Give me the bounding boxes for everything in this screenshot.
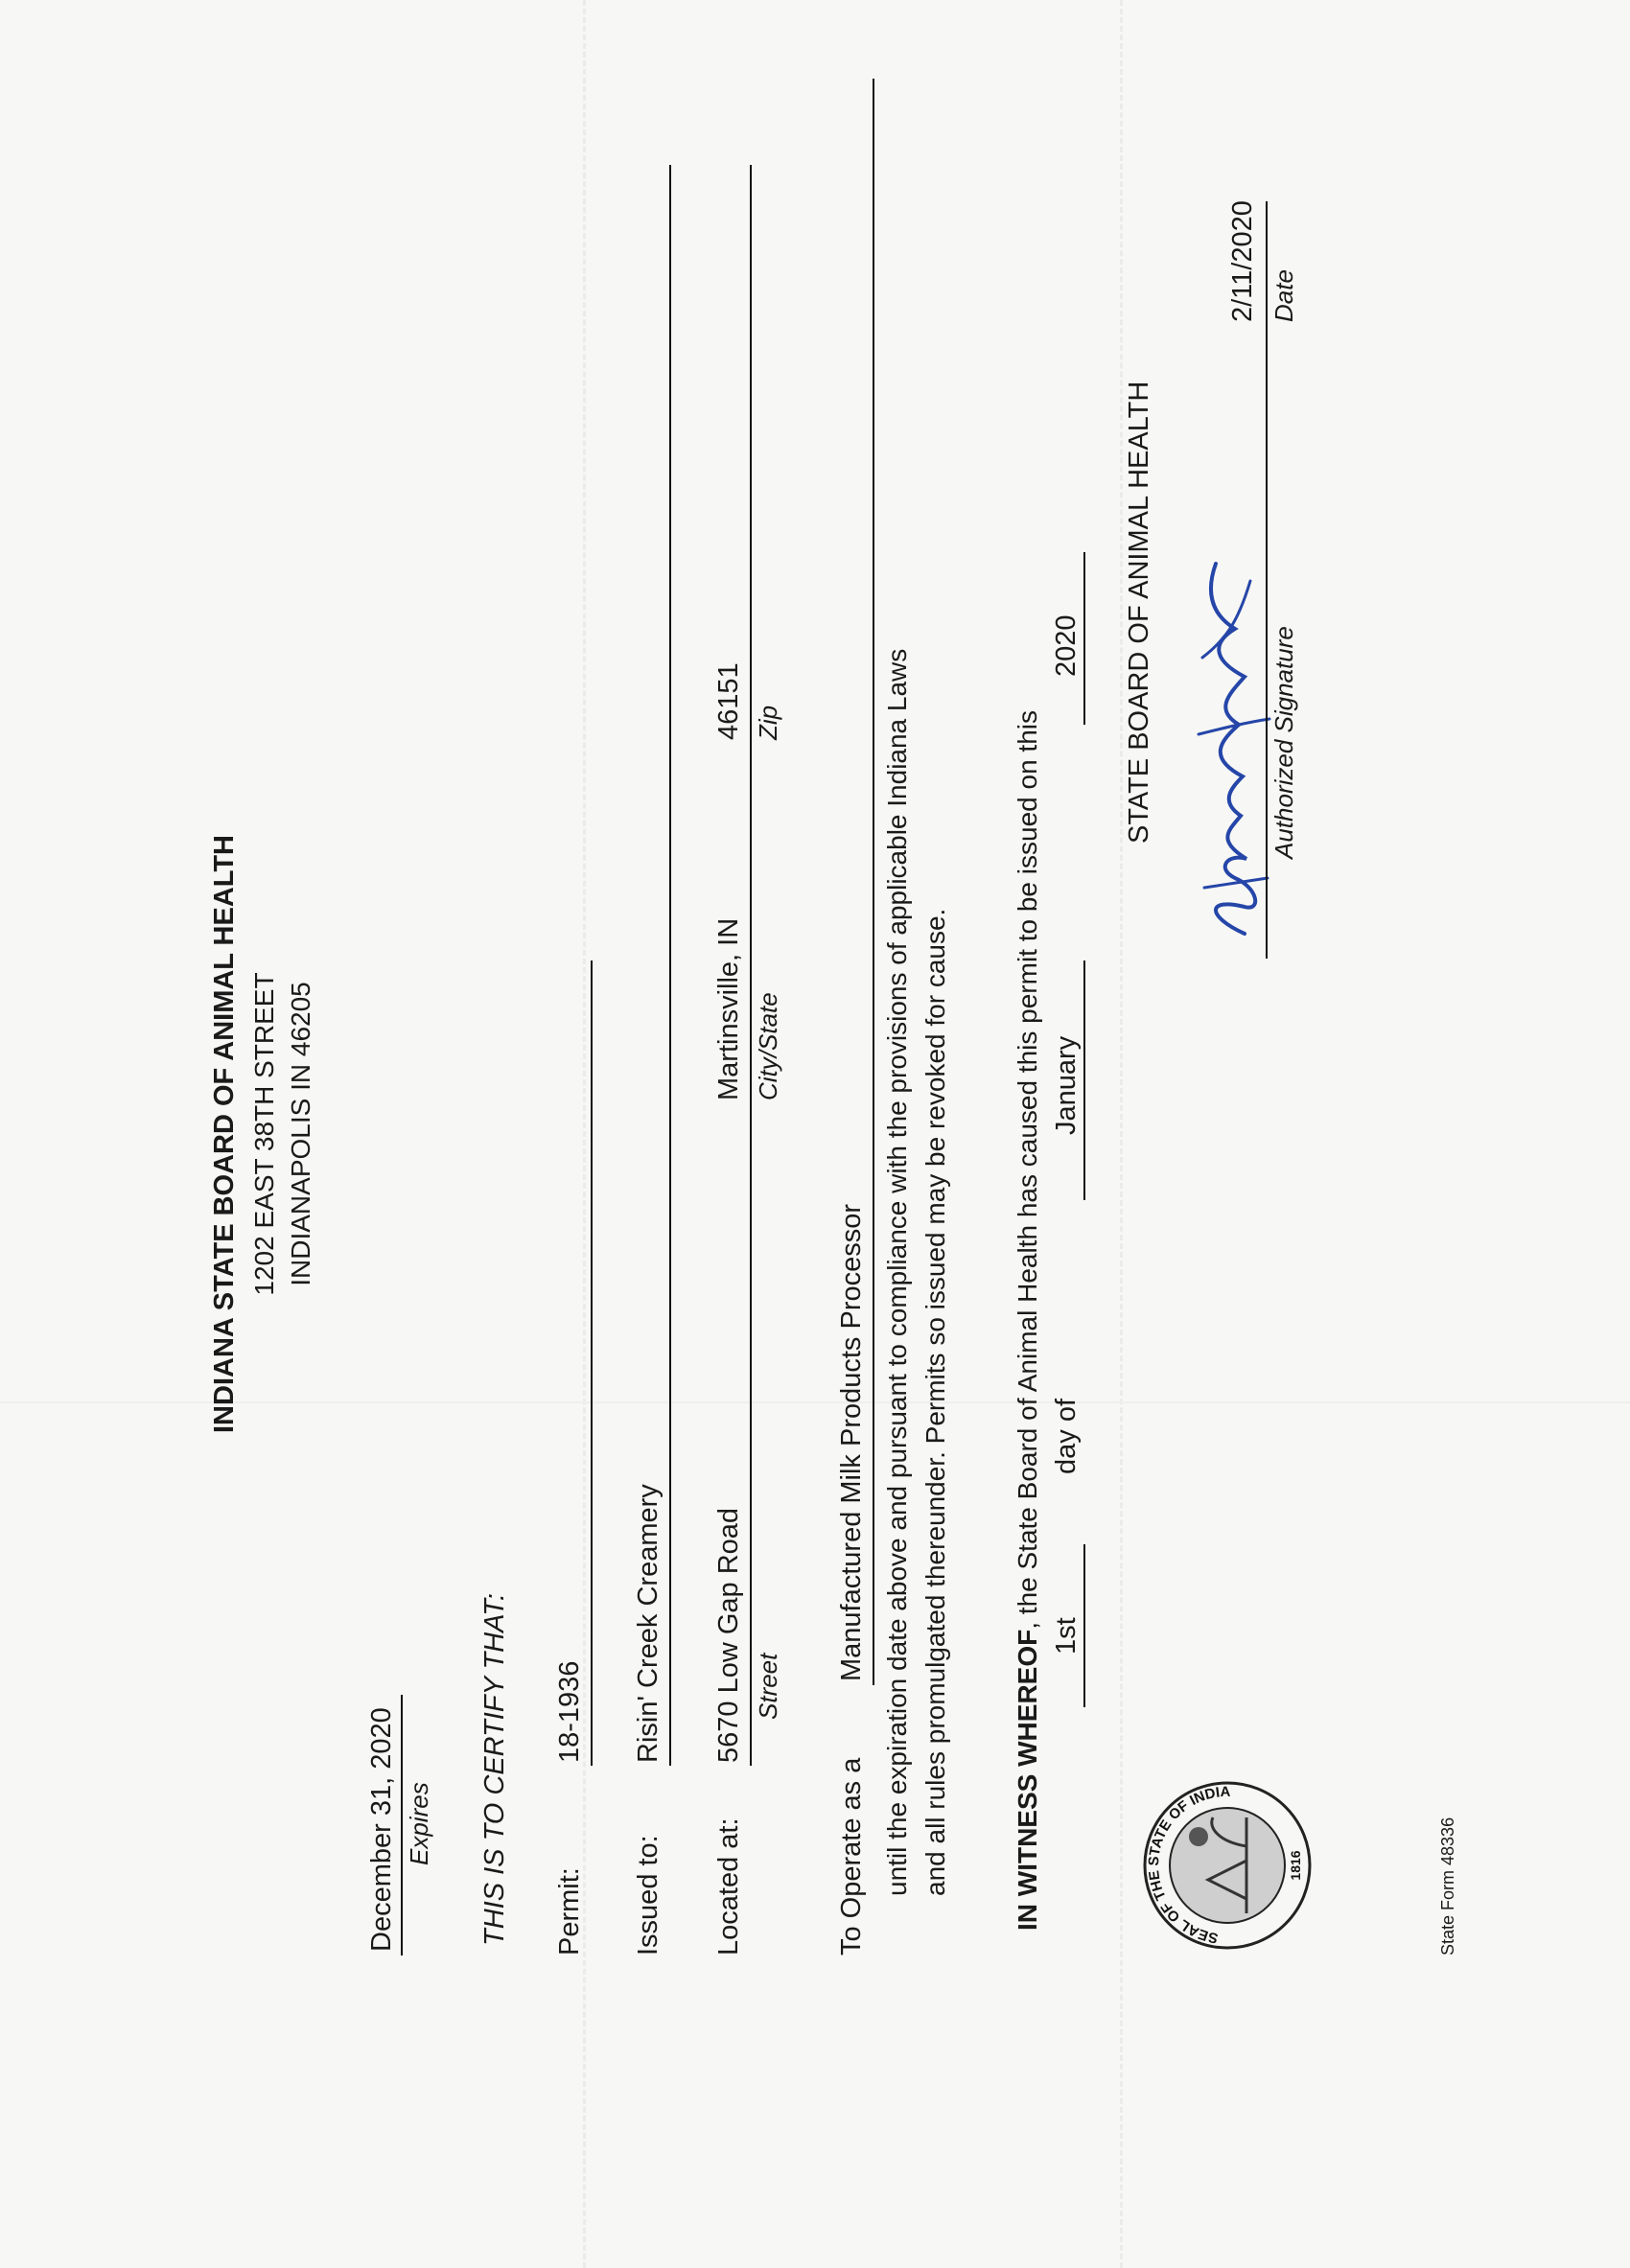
address-line2: INDIANAPOLIS IN 46205 (286, 982, 315, 1286)
state-seal (1141, 1779, 1314, 1952)
city-state-value: Martinsville, IN (713, 917, 744, 1100)
date-value: 2/11/2020 (1227, 200, 1258, 322)
signature-rule (1266, 201, 1268, 959)
witness-rest: , the State Board of Animal Health has caused this permit to be issued on this (1013, 709, 1042, 1630)
located-at-rule (750, 165, 752, 1766)
issued-to-rule (669, 165, 671, 1766)
board-name: STATE BOARD OF ANIMAL HEALTH (1124, 381, 1154, 844)
issued-to-value: Risin' Creek Creamery (633, 1484, 664, 1763)
conditions-line1: until the expiration date above and pursuant to compliance with the provisions of applicable Indiana Laws (882, 648, 912, 1896)
day-rule (1083, 1544, 1085, 1707)
witness-bold: IN WITNESS WHEREOF (1013, 1629, 1042, 1931)
witness-month: January (1051, 1035, 1082, 1135)
zip-caption: Zip (754, 705, 782, 740)
street-caption: Street (754, 1653, 782, 1720)
expires-rule (401, 1695, 403, 1956)
witness-year: 2020 (1051, 614, 1082, 677)
signature-caption: Authorized Signature (1269, 626, 1298, 859)
operate-rule (873, 79, 874, 1685)
expires-caption: Expires (405, 1782, 433, 1865)
seal-icon (1141, 1779, 1314, 1952)
located-at-label: Located at: (713, 1817, 744, 1956)
issued-to-label: Issued to: (633, 1835, 664, 1956)
operate-type: Manufactured Milk Products Processor (836, 1203, 867, 1681)
signature-icon (1187, 543, 1273, 945)
address-line1: 1202 EAST 38TH STREET (249, 972, 279, 1296)
certify-text: THIS IS TO CERTIFY THAT: (479, 1593, 510, 1946)
seal-year: 1816 (1288, 1850, 1303, 1881)
zip-value: 46151 (713, 662, 744, 740)
conditions-line2: and all rules promulgated thereunder. Permits so issued may be revoked for cause. (920, 908, 950, 1896)
permit-number: 18-1936 (554, 1660, 585, 1763)
seal-text: SEAL OF THE STATE OF INDIA (1145, 1783, 1231, 1947)
date-caption: Date (1269, 269, 1298, 322)
expires-date: December 31, 2020 (366, 1707, 397, 1952)
month-rule (1083, 960, 1085, 1200)
permit-rule (591, 960, 593, 1766)
board-title: INDIANA STATE BOARD OF ANIMAL HEALTH (209, 835, 240, 1433)
year-rule (1083, 552, 1085, 725)
operate-prefix: To Operate as a (836, 1757, 867, 1956)
street-value: 5670 Low Gap Road (713, 1507, 744, 1763)
form-number: State Form 48336 (1438, 1817, 1457, 1956)
witness-day: 1st (1051, 1617, 1082, 1655)
permit-label: Permit: (554, 1867, 585, 1956)
witness-statement (1009, 710, 1047, 1931)
city-state-caption: City/State (754, 992, 782, 1100)
witness-day-of: day of (1051, 1399, 1082, 1474)
